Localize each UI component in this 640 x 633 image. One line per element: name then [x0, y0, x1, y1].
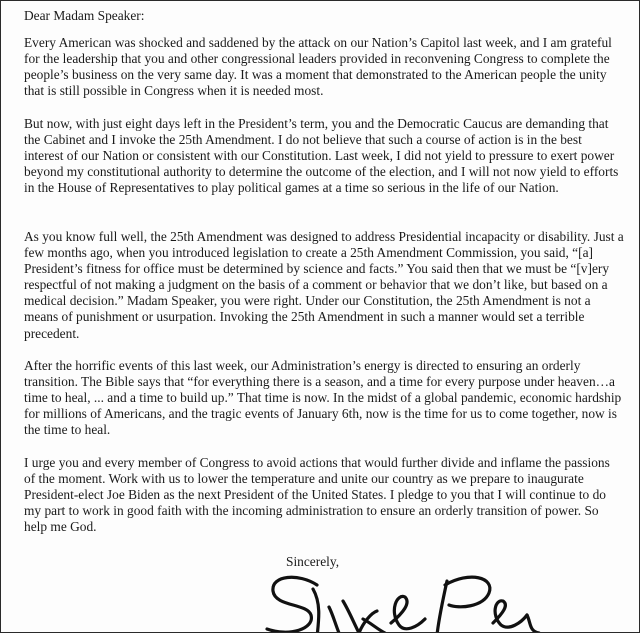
paragraph-25th-amendment-purpose: As you know full well, the 25th Amendment was designed to address Presidential incapacity or disability. Just a few months ago, when you introduced legislation to create a 25th Amendment Commission, you said, “[a] President’s fitness for office must be determined by science and facts.” You said then that we must be “[v]ery respectful of not making a judgment on the basis of a comment or behavior that we don’t like, but based on a medical decision.” Madam Speaker, you were right. Under our Constitution, the 25th Amendment is not a means of punishment or usurpation. Invoking the 25th Amendment in such a manner would set a terrible precedent. — [24, 229, 624, 341]
paragraph-capitol-attack: Every American was shocked and saddened by the attack on our Nation’s Capitol last week, and I am grateful for the leadership that you and other congressional leaders provided in reconvening Congress to complete the people’s business on the very same day. It was a moment that demonstrated to the American people the unity that is still possible in Congress when it is needed most. — [24, 35, 612, 99]
paragraph-orderly-transition: After the horrific events of this last week, our Administration’s energy is directed to ensuring an orderly transition. The Bible says that “for everything there is a season, and a time for every purpose under heaven…a time to heal, ... and a time to build up.” That time is now. In the midst of a global pandemic, economic hardship for millions of Americans, and the tragic events of January 6th, now is the time for us to come together, now is the time to heal. — [24, 358, 622, 438]
closing: Sincerely, — [286, 554, 340, 569]
paragraph-25th-amendment-demand: But now, with just eight days left in the President’s term, you and the Democratic Caucus are demanding that the Cabinet and I invoke the 25th Amendment. I do not believe that such a course of action is in the best interest of our Nation or consistent with our Constitution. Last week, I did not yield to pressure to exert power beyond my constitutional authority to determine the outcome of the election, and I will not now yield to efforts in the House of Representatives to play political games at a time so serious in the life of our Nation. — [24, 116, 619, 196]
handwritten-signature — [259, 563, 549, 633]
salutation: Dear Madam Speaker: — [24, 8, 145, 23]
paragraph-urge-congress: I urge you and every member of Congress to avoid actions that would further divide and inflame the passions of the moment. Work with us to lower the temperature and unite our country as we prepare to inaugurate President-elect Joe Biden as the next President of the United States. I pledge to you that I will continue to do my part to work in good faith with the incoming administration to ensure an orderly transition of power. So help me God. — [24, 455, 610, 535]
